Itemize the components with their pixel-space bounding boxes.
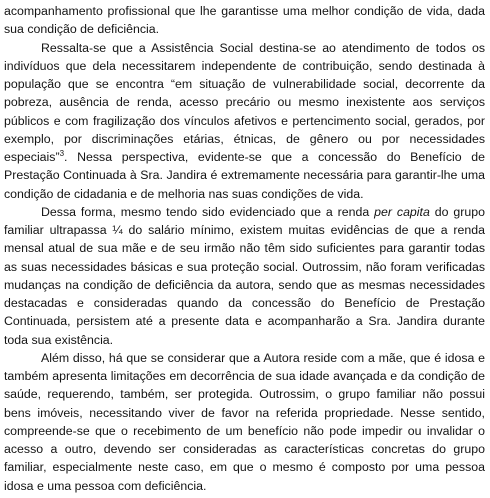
paragraph-text: . Nessa perspectiva, evidente-se que a concessão do Benefício de Prestação Continuada à Sra. Jandira é extremamente necessária para garantir-lhe uma condição de cidadania e de melhoria nas suas condições de vida.	[4, 150, 485, 201]
paragraph-text: do grupo familiar ultrapassa ¼ do salário mínimo, existem muitas evidências de que a renda mensal atual de sua mãe e de seu irmão não têm sido suficientes para garantir todas as suas necessidades básicas e sua proteção social. Outrossim, não foram verificadas mudanças na condição de deficiência da autora, sendo que as mesmas necessidades destacadas e consideradas quando da concessão do Benefício de Prestação Continuada, persistem até a presente data e acompanharão a Sra. Jandira durante toda sua existência.	[4, 204, 485, 347]
paragraph-renda-per-capita	[4, 203, 485, 349]
paragraph-alem-disso	[4, 349, 485, 495]
paragraph-text: acompanhamento profissional que lhe garantisse uma melhor condição de vida, dada sua condição de deficiência.	[4, 4, 485, 37]
paragraph-text: Ressalta-se que a Assistência Social destina-se ao atendimento de todos os indivíduos que dela necessitarem independente de contribuição, sendo destinada à população que se encontra “em situação de vulnerabilidade social, decorrente da pobreza, ausência de renda, acesso precário ou mesmo inexistente aos serviços públicos e com fragilização dos vínculos afetivos e pertencimento social, gerados, por exemplo, por discriminações etárias, étnicas, de gênero ou por necessidades especiais”	[4, 40, 485, 164]
paragraph-intro-continuation	[4, 2, 485, 39]
document-page	[4, 2, 485, 495]
paragraph-assistencia-social	[4, 39, 485, 203]
italic-term: per capita	[374, 204, 430, 219]
footnote-reference[interactable]: 3	[59, 148, 65, 158]
paragraph-text: Dessa forma, mesmo tendo sido evidenciado que a renda	[41, 204, 375, 219]
paragraph-text: Além disso, há que se considerar que a Autora reside com a mãe, que é idosa e também apresenta limitações em decorrência de sua idade avançada e da condição de saúde, requerendo, também, ser protegida. Outrossim, o grupo familiar não possui bens imóveis, necessitando viver de favor na referida propriedade. Nesse sentido, compreende-se que o recebimento de um benefício não pode impedir ou invalidar o acesso a outro, devendo ser consideradas as características concretas do grupo familiar, especialmente neste caso, em que o mesmo é composto por uma pessoa idosa e uma pessoa com deficiência.	[4, 350, 485, 493]
